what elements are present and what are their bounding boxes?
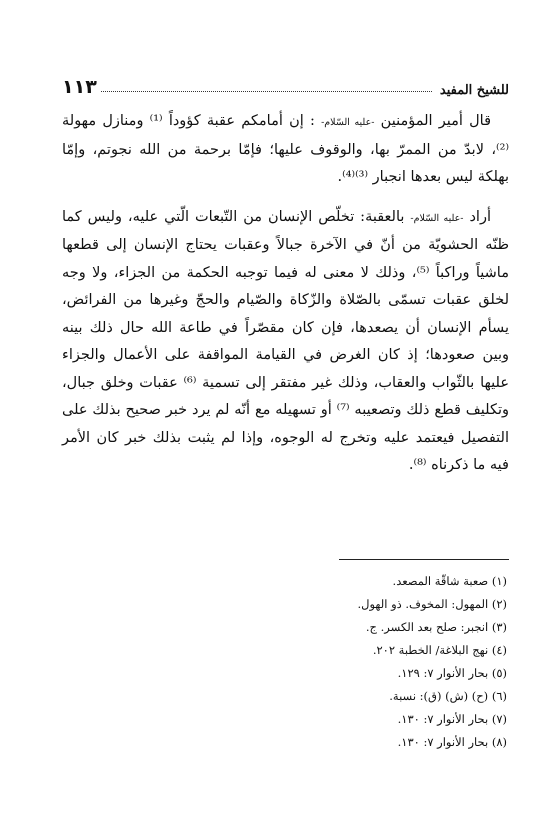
footnotes-list bbox=[180, 570, 507, 754]
footnote-divider bbox=[339, 559, 509, 560]
footnote: (٢) المهول: المخوف. ذو الهول. bbox=[357, 597, 507, 611]
page-header bbox=[62, 74, 509, 98]
paragraph-quote-rest: : إن أمامكم عقبة كؤوداً ⁽¹⁾ ومنازل مهولة ⁽²⁾، لابدّ من الممرّ بها، والوقوف عليها؛ فإمّا برحمة من الله نجوتم، وإمّا بهلكة ليس بعدها انجبار ⁽³⁾⁽⁴⁾. bbox=[62, 113, 509, 185]
footnote: (٣) انجبر: صلح بعد الكسر. ج. bbox=[365, 620, 507, 634]
footnote: (٥) بحار الأنوار ٧: ١٢٩. bbox=[397, 666, 507, 680]
running-title: للشيخ المفيد bbox=[439, 83, 509, 98]
paragraph-explanation-start: أراد bbox=[463, 208, 491, 225]
paragraph-quote bbox=[62, 108, 509, 192]
footnote: (٧) بحار الأنوار ٧: ١٣٠. bbox=[397, 712, 507, 726]
footnote: (١) صعبة شاقّة المصعد. bbox=[392, 574, 507, 588]
footnote: (٨) بحار الأنوار ٧: ١٣٠. bbox=[397, 735, 507, 749]
footnote: (٤) نهج البلاغة/ الخطبة ٢٠٢. bbox=[372, 643, 507, 657]
paragraph-explanation-rest: بالعقبة: تخلّص الإنسان من التّبعات الّتي عليه، وليس كما ظنّه الحشويّة من أنّ في الآخرة جبالاً وعقبات يحتاج الإنسان إلى قطعها ماشياً وراكباً ⁽⁵⁾، وذلك لا معنى له فيما توجبه الحكمة من الجزاء، ولا وجه لخلق عقبات تسمّى بالصّلاة والزّكاة والصّيام والحجّ وغيرها من الفرائض، يسأم الإنسان أن يصعدها، فإن كان مقصّراً في طاعة الله حال ذلك بينه وبين صعودها؛ إذ كان الغرض في القيامة المواقفة على الأعمال والجزاء عليها بالثّواب والعقاب، وذلك غير مفتقر إلى تسمية ⁽⁶⁾ عقبات وخلق جبال، وتكليف قطع ذلك وتصعيبه ⁽⁷⁾ أو تسهيله مع أنّه لم يرد خبر صحيح بذلك على التفصيل فيعتمد عليه وتخرج له الوجوه، وإذا لم يثبت بذلك خبر كان الأمر فيه ما ذكرناه ⁽⁸⁾. bbox=[62, 208, 509, 473]
paragraph-quote-start: قال أمير المؤمنين bbox=[374, 113, 492, 129]
honorific: -عليه السّلام- bbox=[410, 212, 464, 224]
honorific: -عليه السّلام- bbox=[321, 117, 375, 128]
paragraph-explanation bbox=[62, 204, 509, 480]
page-number: ١١٣ bbox=[62, 76, 97, 98]
main-text bbox=[62, 108, 509, 480]
footnote: (٦) (ح) (ش) (ق): نسبة. bbox=[389, 689, 507, 703]
dotted-leader bbox=[101, 91, 432, 92]
